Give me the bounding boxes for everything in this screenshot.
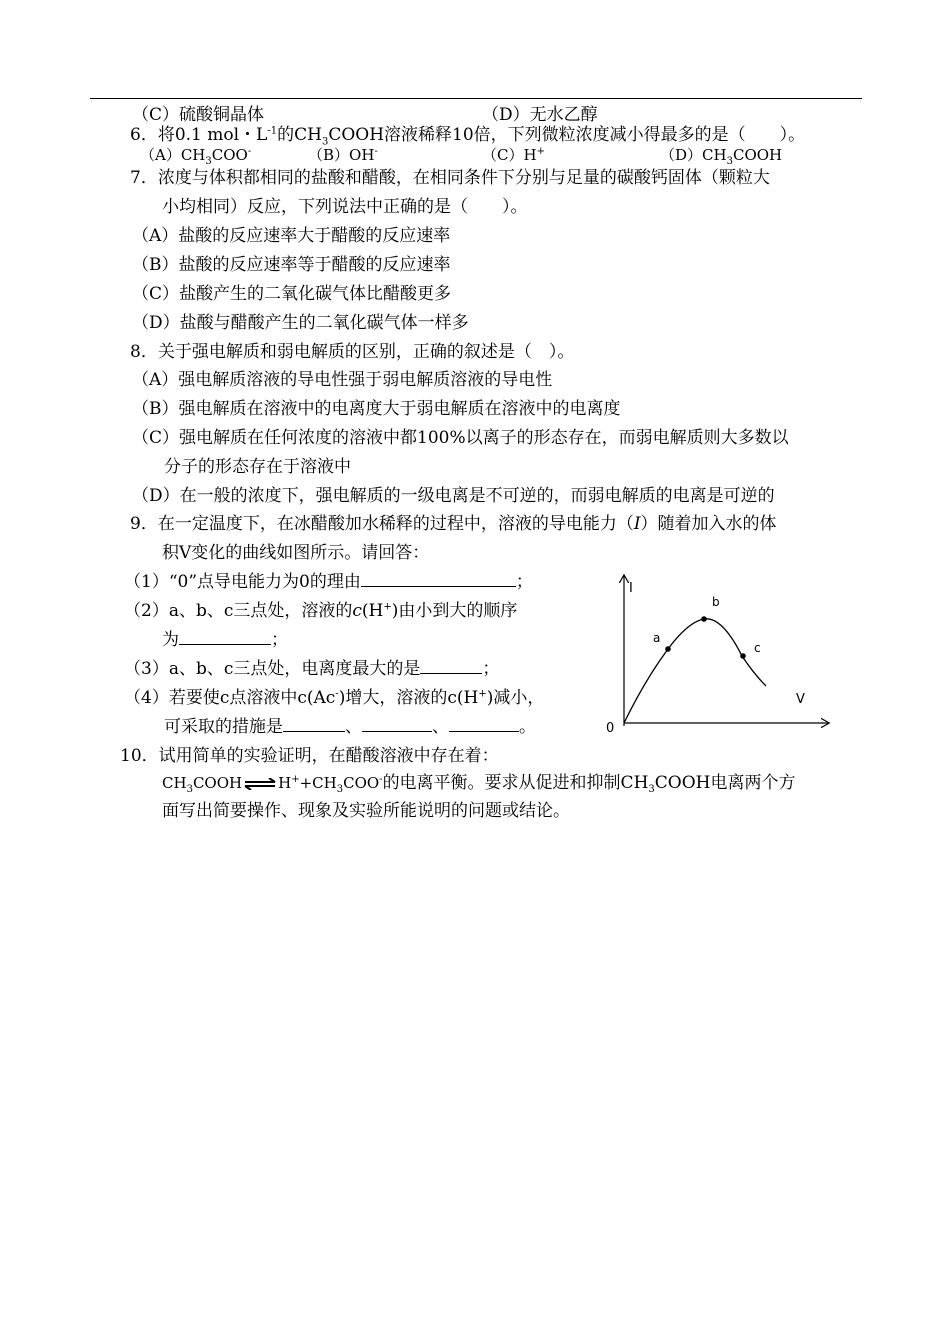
q10-stem: 10．试用简单的实验证明，在醋酸溶液中存在着： [120,746,499,766]
q7-option-c: （C）盐酸产生的二氧化碳气体比醋酸更多 [132,284,452,304]
conductivity-curve [624,619,766,723]
q5-option-d: （D）无水乙醇 [482,105,598,125]
q8-option-a: （A）强电解质溶液的导电性强于弱电解质溶液的导电性 [132,370,553,390]
answer-blank[interactable] [283,717,345,732]
q9-part4-line2: 可采取的措施是 、 、 。 [164,717,536,737]
q8-option-c-line1: （C）强电解质在任何浓度的溶液中都100%以离子的形态存在，而弱电解质则大多数以 [132,428,789,448]
equilibrium-arrow-icon [243,778,277,790]
conductivity-graph [600,570,840,740]
q9-part2-line2: 为 ； [162,630,288,650]
point-a-marker [665,646,671,652]
q9-part2-line1: （2）a、b、c三点处，溶液的c(H+)由小到大的顺序 [124,601,518,621]
q9-stem-line1: 9．在一定温度下，在冰醋酸加水稀释的过程中，溶液的导电能力（I）随着加入水的体 [130,514,777,534]
q6-option-a: $(A)CH_3COO^-$ [140,146,252,167]
q9-part4-line1: （4）若要使c点溶液中c(Ac-)增大，溶液的c(H+)减小， [124,688,545,708]
q9-part3: （3）a、b、c三点处，电离度最大的是 ； [124,659,500,679]
x-axis-label: V [796,692,805,707]
q7-option-d: （D）盐酸与醋酸产生的二氧化碳气体一样多 [132,313,469,333]
y-axis-label: I [629,581,633,596]
q6-option-d: $(D)CH_3COOH$ [660,146,783,167]
origin-label: 0 [606,721,615,736]
q8-stem: 8．关于强电解质和弱电解质的区别，正确的叙述是（ ）。 [130,342,575,362]
point-c-label: c [754,641,761,655]
answer-blank[interactable] [361,572,516,587]
point-c-marker [740,653,746,659]
point-b-marker [701,616,707,622]
q8-option-d: （D）在一般的浓度下，强电解质的一级电离是不可逆的，而弱电解质的电离是可逆的 [132,486,775,506]
q7-option-a: （A）盐酸的反应速率大于醋酸的反应速率 [132,226,451,246]
q10-equilibrium-line: $CH_3COOH$ $H^++CH_3COO^-$的电离平衡。要求从促进和抑制$CH_3COOH$电离两个方 [162,773,796,795]
q5-option-c: （C）硫酸铜晶体 [132,105,265,125]
point-a-label: a [653,631,661,645]
point-b-label: b [712,595,720,609]
q10-line3: 面写出简要操作、现象及实验所能说明的问题或结论。 [162,801,570,821]
q7-stem-line1: 7．浓度与体积都相同的盐酸和醋酸，在相同条件下分别与足量的碳酸钙固体（颗粒大 [130,168,770,188]
q8-option-b: （B）强电解质在溶液中的电离度大于弱电解质在溶液中的电离度 [132,399,621,419]
q7-option-b: （B）盐酸的反应速率等于醋酸的反应速率 [132,255,451,275]
q8-option-c-line2: 分子的形态存在于溶液中 [164,457,351,477]
q6-option-c: （C）H+ [482,146,545,164]
answer-blank[interactable] [362,717,432,732]
answer-blank[interactable] [420,659,482,674]
q9-part1: （1）“0”点导电能力为0的理由 ； [124,572,533,592]
answer-blank[interactable] [449,717,519,732]
answer-blank[interactable] [179,630,271,645]
q7-stem-line2: 小均相同）反应，下列说法中正确的是（ ）。 [162,197,528,217]
header-rule [90,98,862,99]
q6-stem: 6．将0.1 mol・$L^{-1}$的$CH_3COOH$溶液稀释10倍，下列微粒浓度减小得最多的是（ ）。 [130,125,806,148]
q6-option-b: （B）OH- [308,146,378,164]
q9-stem-line2: 积V变化的曲线如图所示。请回答： [162,543,430,563]
